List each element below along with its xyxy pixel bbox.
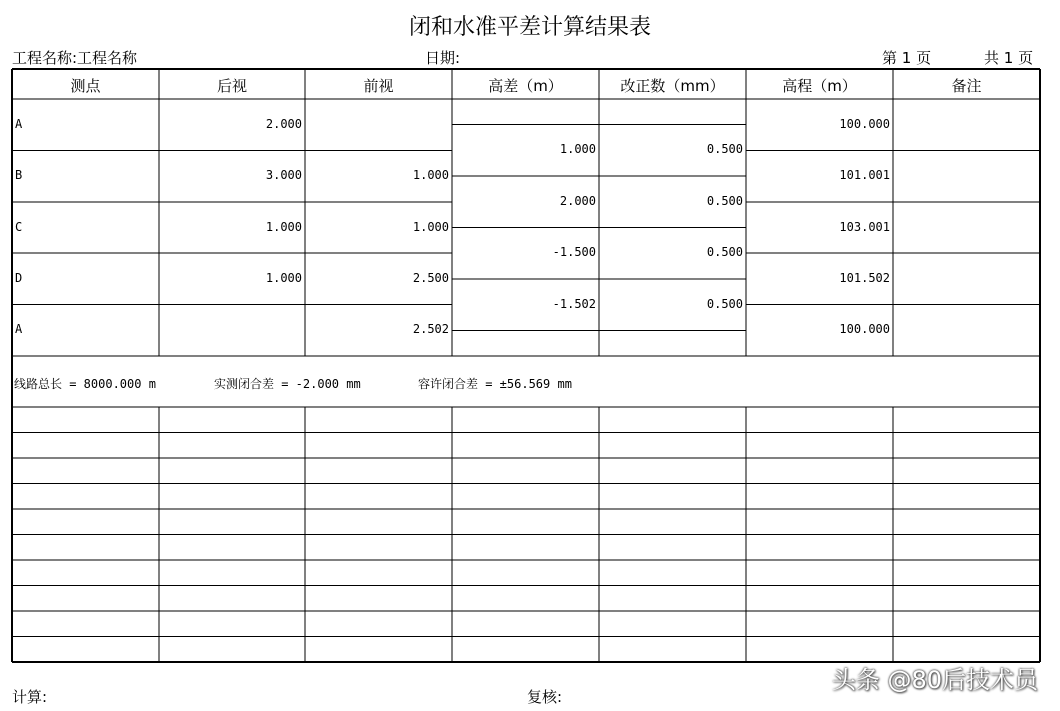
height-diff-value: -1.502: [552, 296, 596, 311]
header-station: 测点: [70, 77, 101, 95]
foresight-value: 1.000: [412, 219, 449, 234]
elevation-value: 100.000: [839, 116, 890, 131]
review-label: 复核:: [527, 688, 563, 706]
correction-value: 0.500: [706, 193, 743, 208]
point-name: B: [15, 168, 23, 183]
point-name: C: [15, 219, 23, 234]
height-diff-value: 1.000: [559, 142, 596, 157]
page-number: 第 1 页: [882, 49, 932, 67]
header-backsight: 后视: [216, 77, 247, 95]
header-foresight: 前视: [363, 77, 394, 95]
point-name: A: [15, 322, 23, 337]
measured-closure: 实测闭合差 = -2.000 mm: [214, 377, 361, 391]
page-total: 共 1 页: [984, 49, 1034, 67]
point-name: A: [15, 116, 23, 131]
page-title: 闭和水准平差计算结果表: [408, 15, 651, 40]
route-length: 线路总长 = 8000.000 m: [14, 377, 156, 391]
allowed-closure: 容许闭合差 = ±56.569 mm: [418, 377, 572, 391]
correction-value: 0.500: [706, 296, 743, 311]
elevation-value: 101.502: [839, 270, 890, 285]
elevation-value: 101.001: [839, 168, 890, 183]
header-remark: 备注: [951, 77, 982, 95]
backsight-value: 3.000: [265, 168, 302, 183]
backsight-value: 1.000: [265, 270, 302, 285]
height-diff-value: 2.000: [559, 193, 596, 208]
date-label: 日期:: [425, 49, 461, 67]
project-name: 工程名称:工程名称: [12, 49, 138, 67]
correction-value: 0.500: [706, 142, 743, 157]
watermark: 头条 @80后技术员: [831, 666, 1038, 694]
point-name: D: [15, 270, 23, 285]
header-correction: 改正数（mm）: [620, 77, 725, 95]
backsight-value: 1.000: [265, 219, 302, 234]
foresight-value: 2.500: [412, 270, 449, 285]
calc-label: 计算:: [12, 688, 48, 706]
elevation-value: 103.001: [839, 219, 890, 234]
height-diff-value: -1.500: [552, 245, 596, 260]
backsight-value: 2.000: [265, 116, 302, 131]
correction-value: 0.500: [706, 245, 743, 260]
foresight-value: 2.502: [412, 322, 449, 337]
header-elevation: 高程（m）: [782, 77, 857, 95]
header-height-diff: 高差（m）: [488, 77, 563, 95]
elevation-value: 100.000: [839, 322, 890, 337]
foresight-value: 1.000: [412, 168, 449, 183]
